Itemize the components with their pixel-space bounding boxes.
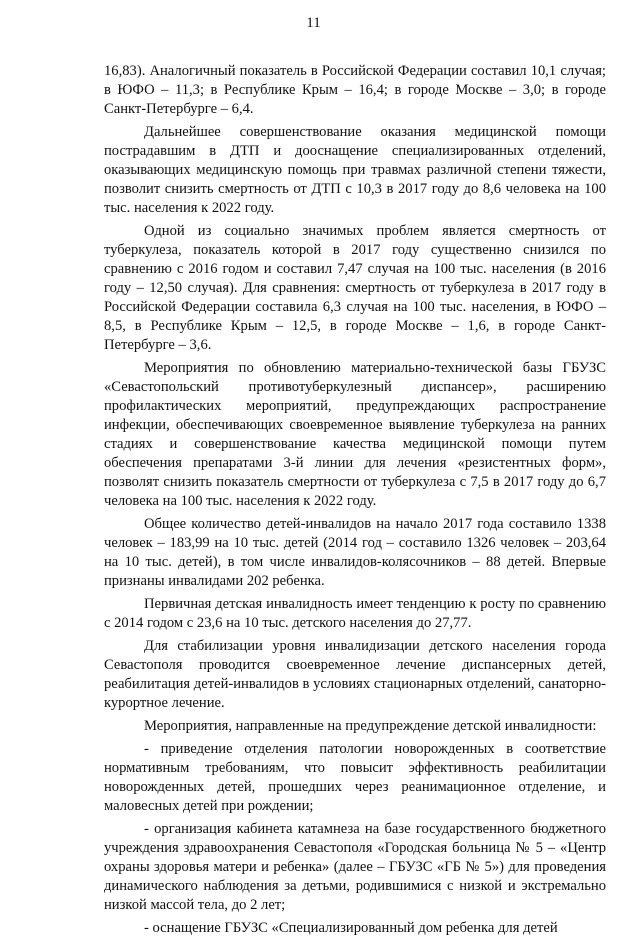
paragraph-disabled-children-count: Общее количество детей-инвалидов на начало 2017 года составило 1338 человек – 183,99 на 10 тыс. детей (2014 год – составило 1326 человек – 203,64 на 10 тыс. детей), в том числе инвалидов-колясочников – 88 детей. Впервые признаны инвалидами 202 ребенка. <box>104 516 606 589</box>
page-number: 11 <box>306 15 321 31</box>
paragraph-tuberculosis-mortality: Одной из социально значимых проблем является смертность от туберкулеза, показатель которой в 2017 году существенно снизился по сравнению с 2016 годом и составил 7,47 случая на 100 тыс. населения (в 2016 году – 12,50 случая). Для сравнения: смертность от туберкулеза в 2017 году в Российской Федерации составила 6,3 случая на 100 тыс. населения, в ЮФО – 8,5, в Республике Крым – 12,5, в городе Москве – 1,6, в городе Санкт-Петербурге – 3,6. <box>104 223 606 353</box>
paragraph-tuberculosis-measures: Мероприятия по обновлению материально-технической базы ГБУЗС «Севастопольский противотуберкулезный диспансер», расширению профилактических мероприятий, предупреждающих распространение инфекции, обеспечивающих своевременное выявление туберкулеза на ранних стадиях и совершенствование качества медицинской помощи путем обеспечения препаратами 3-й линии для лечения «резистентных форм», позволят снизить показатель смертности от туберкулеза с 7,5 в 2017 году до 6,7 человека на 100 тыс. населения к 2022 году. <box>104 360 606 509</box>
paragraph-disability-stabilization: Для стабилизации уровня инвалидизации детского населения города Севастополя проводится своевременное лечение диспансерных детей, реабилитация детей-инвалидов в условиях стационарных отделений, санаторно-курортное лечение. <box>104 638 606 711</box>
list-item-catamnesis-office: - организация кабинета катамнеза на базе государственного бюджетного учреждения здравоохранения Севастополя «Городская больница № 5 – «Центр охраны здоровья матери и ребенка» (далее – ГБУЗС «ГБ № 5») для проведения динамического наблюдения за детьми, родившимися с низкой и экстремально низкой массой тела, до 2 лет; <box>104 821 606 913</box>
document-body <box>104 62 606 942</box>
list-item-neonatal-department: - приведение отделения патологии новорожденных в соответствие нормативным требованиям, что повысит эффективность реабилитации новорожденных детей, прошедших через реанимационное отделение, и маловесных детей при рождении; <box>104 741 606 814</box>
list-item-childrens-home-equipment: - оснащение ГБУЗС «Специализированный дом ребенка для детей <box>144 920 558 936</box>
paragraph-road-accident-care: Дальнейшее совершенствование оказания медицинской помощи пострадавшим в ДТП и дооснащение специализированных отделений, оказывающих медицинскую помощь при травмах различной степени тяжести, позволит снизить смертность от ДТП с 10,3 в 2017 году до 8,6 человека на 100 тыс. населения к 2022 году. <box>104 124 606 216</box>
paragraph-road-mortality-comparison: 16,83). Аналогичный показатель в Российской Федерации составил 10,1 случая; в ЮФО – 11,3; в Республике Крым – 16,4; в городе Москве – 3,0; в городе Санкт-Петербурге – 6,4. <box>104 63 606 117</box>
paragraph-disability-prevention-intro: Мероприятия, направленные на предупреждение детской инвалидности: <box>144 718 597 734</box>
paragraph-primary-disability: Первичная детская инвалидность имеет тенденцию к росту по сравнению с 2014 годом с 23,6 на 10 тыс. детского населения до 27,77. <box>104 596 606 631</box>
